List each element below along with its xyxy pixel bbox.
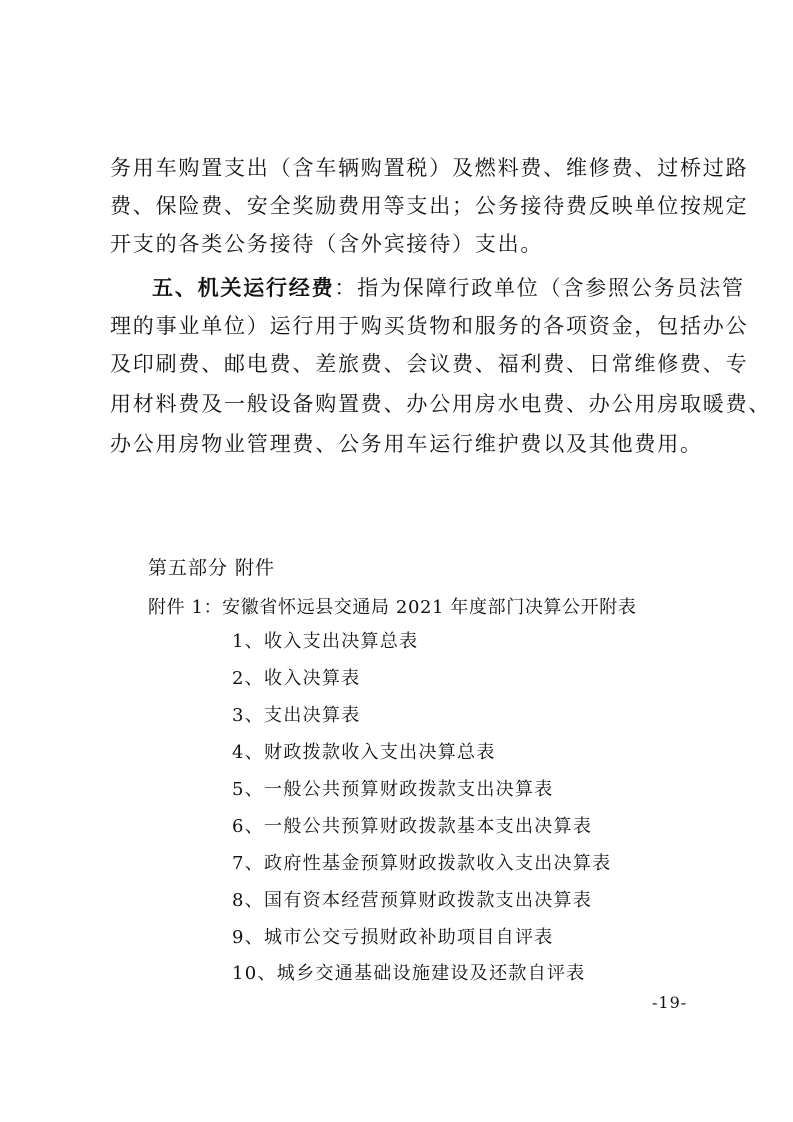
attachments-section-title: 第五部分 附件 <box>148 557 276 579</box>
section5-first-text: ：指为保障行政单位（含参照公务员法管 <box>334 276 745 300</box>
attachment-list-item: 7、政府性基金预算财政拨款收入支出决算表 <box>232 853 612 874</box>
attachment-list-item: 10、城乡交通基础设施建设及还款自评表 <box>232 963 586 984</box>
attachment-list-item: 3、支出决算表 <box>232 705 361 726</box>
attachment-title: 附件 1：安徽省怀远县交通局 2021 年度部门决算公开附表 <box>148 597 637 618</box>
body-line: 务用车购置支出（含车辆购置税）及燃料费、维修费、过桥过路 <box>110 156 749 180</box>
body-line: 开支的各类公务接待（含外宾接待）支出。 <box>110 232 544 256</box>
section5-heading: 五、机关运行经费 <box>152 276 335 300</box>
section5-line: 及印刷费、邮电费、差旅费、会议费、福利费、日常维修费、专 <box>110 352 749 376</box>
attachment-list-item: 4、财政拨款收入支出决算总表 <box>232 742 496 763</box>
attachment-list-item: 2、收入决算表 <box>232 668 361 689</box>
attachment-list-item: 9、城市公交亏损财政补助项目自评表 <box>232 927 554 948</box>
body-line: 费、保险费、安全奖励费用等支出；公务接待费反映单位按规定 <box>110 194 749 218</box>
attachment-list-item: 5、一般公共预算财政拨款支出决算表 <box>232 779 554 800</box>
section5-first-line <box>152 276 752 300</box>
section5-line: 理的事业单位）运行用于购买货物和服务的各项资金，包括办公 <box>110 314 749 338</box>
attachment-list-item: 1、收入支出决算总表 <box>232 631 419 652</box>
page-number: -19- <box>652 993 688 1012</box>
section5-line: 办公用房物业管理费、公务用车运行维护费以及其他费用。 <box>110 432 703 456</box>
attachment-list-item: 8、国有资本经营预算财政拨款支出决算表 <box>232 890 593 911</box>
attachment-list-item: 6、一般公共预算财政拨款基本支出决算表 <box>232 816 593 837</box>
section5-line: 用材料费及一般设备购置费、办公用房水电费、办公用房取暖费、 <box>110 392 772 416</box>
